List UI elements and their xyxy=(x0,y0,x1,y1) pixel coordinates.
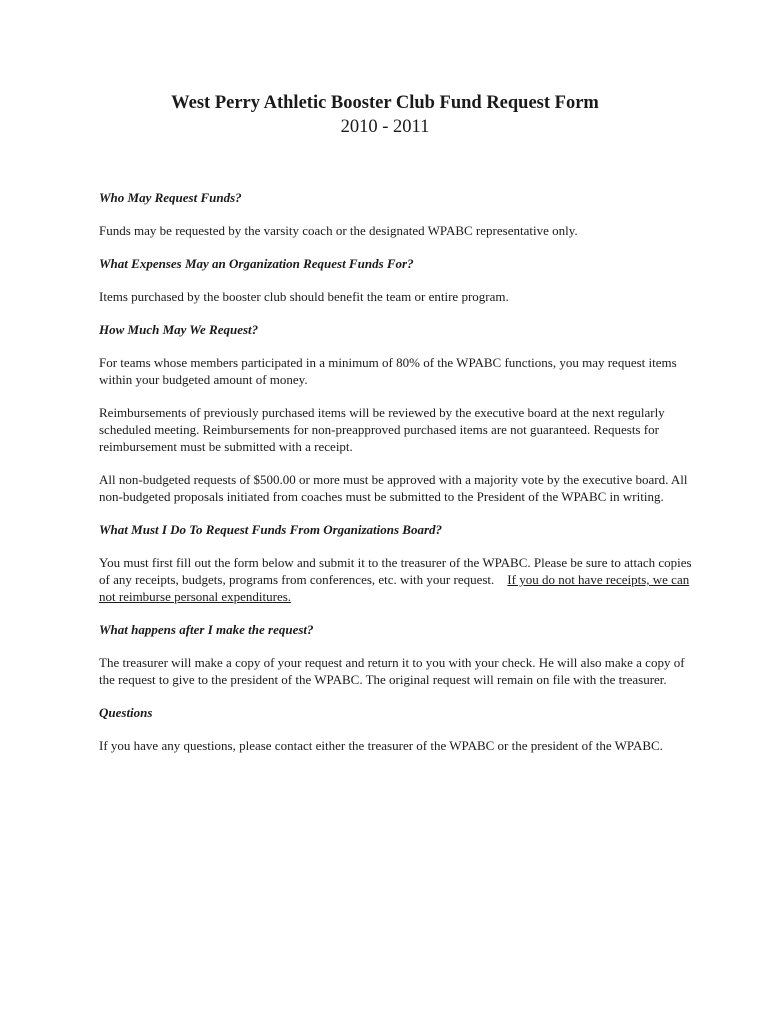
section-paragraph: All non-budgeted requests of $500.00 or more must be approved with a majority vote by the executive board. All non-budgeted proposals initiated from coaches must be submitted to the President of the WPABC in writing. xyxy=(99,472,688,504)
section-paragraph: For teams whose members participated in a minimum of 80% of the WPABC functions, you may request items within your budgeted amount of money. xyxy=(99,355,677,387)
section-paragraph xyxy=(99,554,694,605)
section-heading-questions: Questions xyxy=(99,705,153,720)
section-paragraph-text: You must first fill out the form below and submit it to the treasurer of the WPABC. Please be sure to attach copies of any receipts, budgets, programs from conferences, etc. with your request. xyxy=(99,555,692,587)
section-paragraph: Reimbursements of previously purchased items will be reviewed by the executive board at the next regularly scheduled meeting. Reimbursements for non-preapproved purchased items are not guaranteed. Requests for reimbursement must be submitted with a receipt. xyxy=(99,405,665,454)
section-heading-how-much: How Much May We Request? xyxy=(99,322,259,337)
section-paragraph: Items purchased by the booster club should benefit the team or entire program. xyxy=(99,289,509,304)
section-heading-what-must-i-do: What Must I Do To Request Funds From Organizations Board? xyxy=(99,522,443,537)
section-heading-what-expenses: What Expenses May an Organization Request Funds For? xyxy=(99,256,414,271)
section-paragraph: The treasurer will make a copy of your request and return it to you with your check. He will also make a copy of the request to give to the president of the WPABC. The original request will remain on file with the treasurer. xyxy=(99,655,685,687)
page-subtitle: 2010 - 2011 xyxy=(340,117,430,137)
page-title: West Perry Athletic Booster Club Fund Request Form xyxy=(171,93,599,113)
section-heading-who-may-request: Who May Request Funds? xyxy=(99,190,242,205)
section-heading-what-happens: What happens after I make the request? xyxy=(99,622,314,637)
receipts-warning: If you do not have receipts, we can not reimburse personal expenditures. xyxy=(99,572,690,604)
section-paragraph: Funds may be requested by the varsity coach or the designated WPABC representative only. xyxy=(99,223,578,238)
section-paragraph: If you have any questions, please contact either the treasurer of the WPABC or the president of the WPABC. xyxy=(99,738,663,753)
